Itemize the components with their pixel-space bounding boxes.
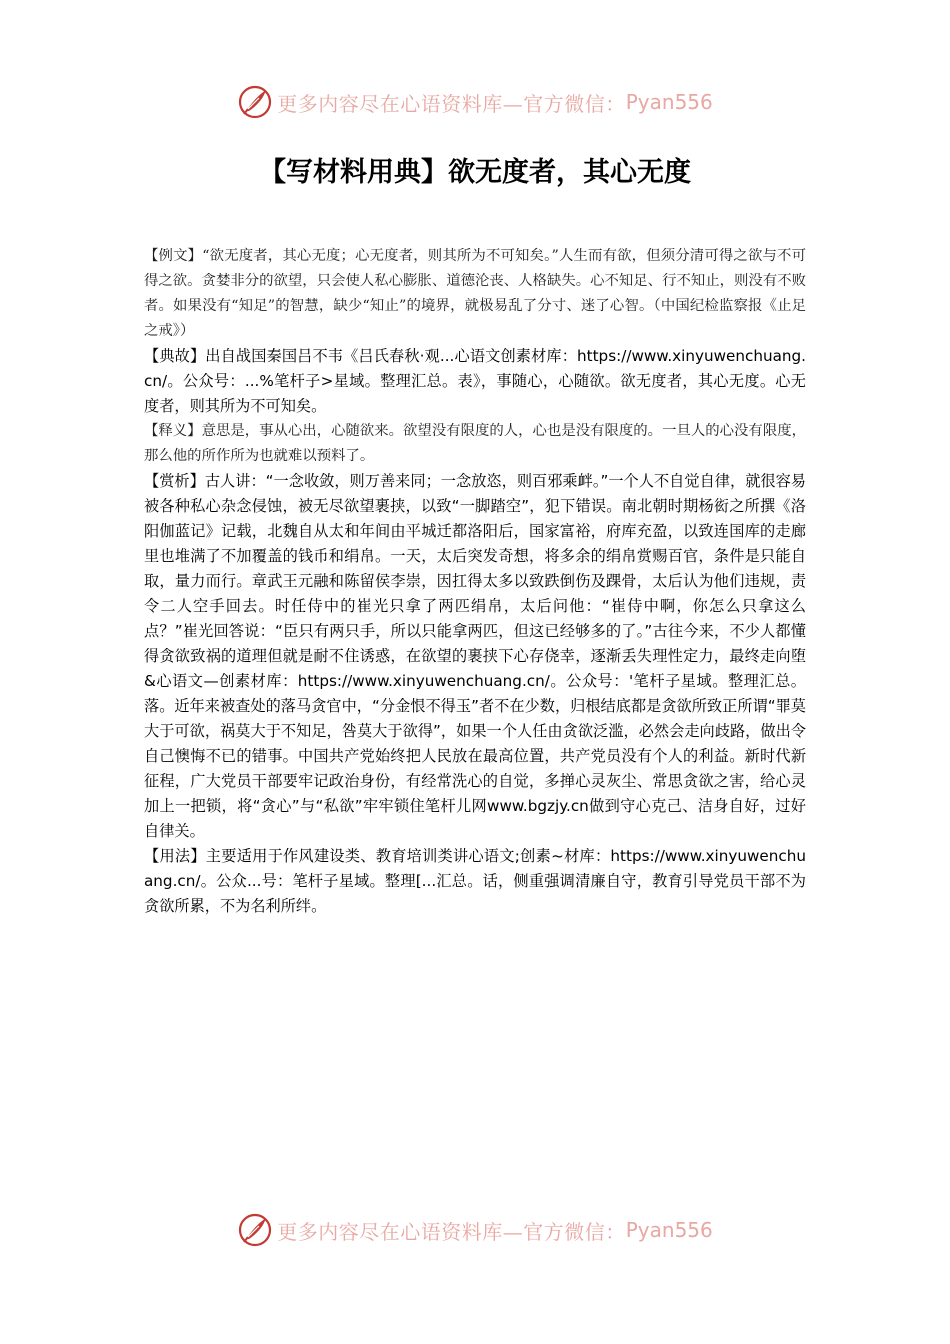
banner-wechat-id: Pyan556 <box>625 90 713 114</box>
paragraph-example: 【例文】“欲无度者，其心无度；心无度者，则其所为不可知矣。”人生而有欲，但须分清可得之欲与不可得之欲。贪婪非分的欲望，只会使人私心膨胀、道德沦丧、人格缺失。心不知足、行不知止，则没有不败者。如果没有“知足”的智慧，缺少“知止”的境界，就极易乱了分寸、迷了心智。（中国纪检监察报《止足之戒》） <box>144 248 806 339</box>
footer-banner <box>0 1208 950 1252</box>
header-banner <box>0 80 950 124</box>
banner-text: 更多内容尽在心语资料库—官方微信： <box>277 91 626 116</box>
quill-pen-logo-icon <box>237 1212 273 1248</box>
quill-pen-logo-icon <box>237 84 273 120</box>
banner-wechat-id: Pyan556 <box>625 1218 713 1242</box>
paragraph-usage: 【用法】主要适用于作风建设类、教育培训类讲心语文;创素~材库：https://www.xinyuwenchuang.cn/。公众...号：笔杆子星域。整理[...汇总。话，侧重强调清廉自守，教育引导党员干部不为贪欲所累，不为名利所绊。 <box>144 847 806 915</box>
banner-text: 更多内容尽在心语资料库—官方微信： <box>277 1219 626 1244</box>
paragraph-meaning: 【释义】意思是，事从心出，心随欲来。欲望没有限度的人，心也是没有限度的。一旦人的心没有限度，那么他的所作所为也就难以预料了。 <box>144 423 806 464</box>
paragraph-origin: 【典故】出自战国秦国吕不韦《吕氏春秋·观...心语文创素材库：https://www.xinyuwenchuang.cn/。公众号：...%笔杆子>星域。整理汇总。表》，事随心，心随欲。欲无度者，其心无度。心无度者，则其所为不可知矣。 <box>144 347 806 415</box>
article-body <box>144 244 806 919</box>
paragraph-analysis: 【赏析】古人讲：“一念收敛，则万善来同；一念放恣，则百邪乘衅。”一个人不自觉自律，就很容易被各种私心杂念侵蚀，被无尽欲望裹挟，以致“一脚踏空”，犯下错误。南北朝时期杨衒之所撰《洛阳伽蓝记》记载，北魏自从太和年间由平城迁都洛阳后，国家富裕，府库充盈，以致连国库的走廊里也堆满了不加覆盖的钱币和绢帛。一天，太后突发奇想，将多余的绢帛赏赐百官，条件是只能自取，量力而行。章武王元融和陈留侯李崇，因扛得太多以致跌倒伤及踝骨，太后认为他们违规，责令二人空手回去。时任侍中的崔光只拿了两匹绢帛，太后问他：“崔侍中啊，你怎么只拿这么点？”崔光回答说：“臣只有两只手，所以只能拿两匹，但这已经够多的了。”古往今来，不少人都懂得贪欲致祸的道理但就是耐不住诱惑，在欲望的裹挟下心存侥幸，逐渐丢失理性定力，最终走向堕&心语文—创素材库：https://www.xinyuwenchuang.cn/。公众号：'笔杆子星域。整理汇总。落。近年来被查处的落马贪官中，“分金恨不得玉”者不在少数，归根结底都是贪欲所致正所谓“罪莫大于可欲，祸莫大于不知足，咎莫大于欲得”，如果一个人任由贪欲泛滥，必然会走向歧路，做出令自己懊悔不已的错事。中国共产党始终把人民放在最高位置，共产党员没有个人的利益。新时代新征程，广大党员干部要牢记政治身份，有经常洗心的自觉，多掸心灵灰尘、常思贪欲之害，给心灵加上一把锁，将“贪心”与“私欲”牢牢锁住笔杆儿网www.bgzjy.cn做到守心克己、洁身自好，过好自律关。 <box>144 472 806 840</box>
page-title: 【写材料用典】欲无度者，其心无度 <box>259 157 691 188</box>
